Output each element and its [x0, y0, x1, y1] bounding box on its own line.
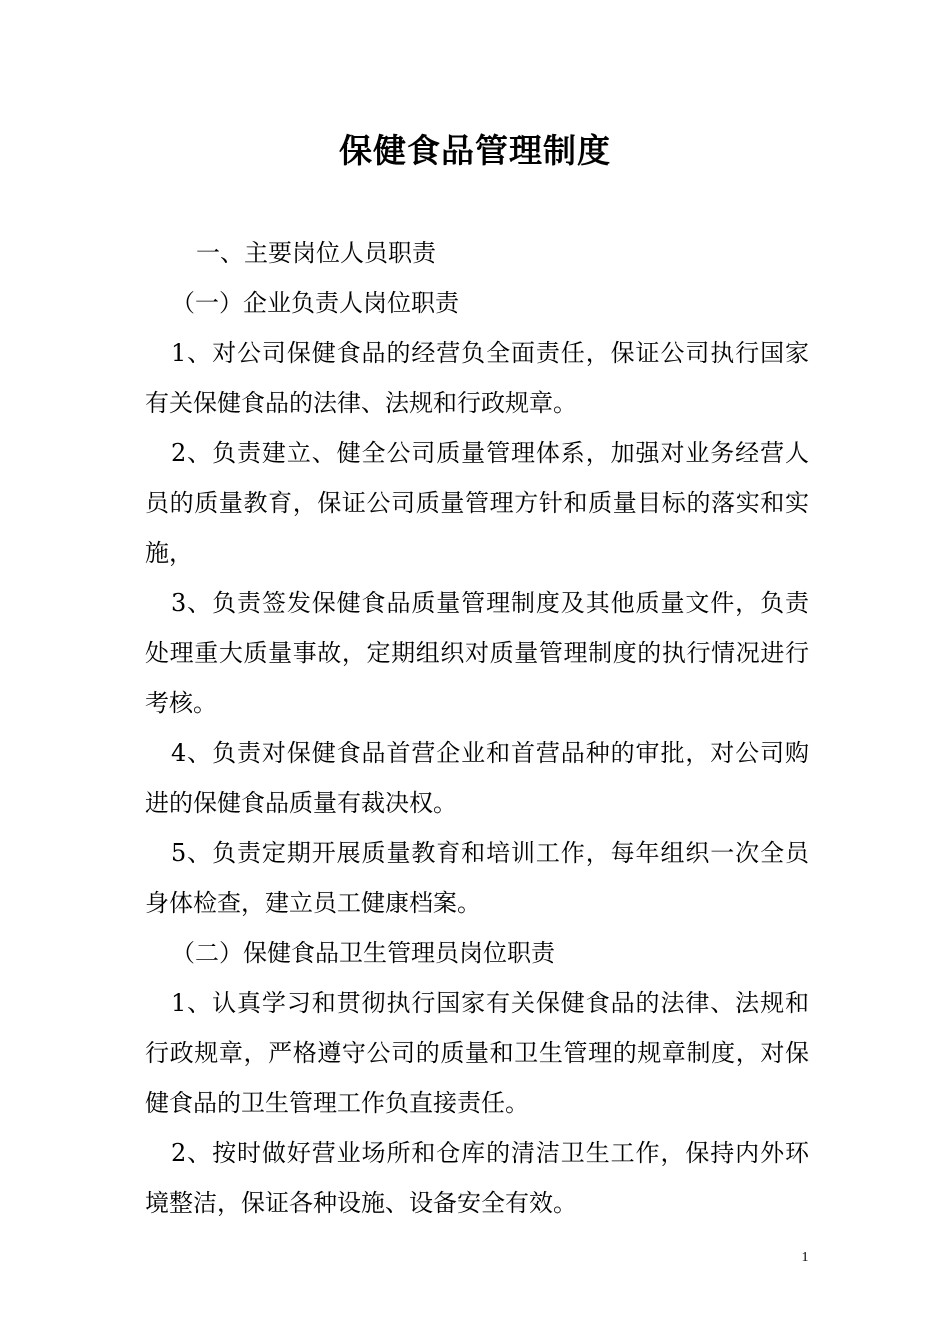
document-title: 保健食品管理制度 — [339, 131, 611, 170]
subsection-heading: （一）企业负责人岗位职责 — [171, 289, 459, 317]
list-item: 2、按时做好营业场所和仓库的清洁卫生工作，保持内外环境整洁，保证各种设施、设备安全有效。 — [145, 1139, 809, 1217]
document-body — [145, 228, 809, 1228]
subsection-heading: （二）保健食品卫生管理员岗位职责 — [171, 939, 555, 967]
list-item: 3、负责签发保健食品质量管理制度及其他质量文件，负责处理重大质量事故，定期组织对质量管理制度的执行情况进行考核。 — [145, 589, 809, 717]
list-item: 4、负责对保健食品首营企业和首营品种的审批，对公司购进的保健食品质量有裁决权。 — [145, 739, 809, 817]
list-item: 1、对公司保健食品的经营负全面责任，保证公司执行国家有关保健食品的法律、法规和行政规章。 — [145, 339, 809, 417]
section-heading: 一、主要岗位人员职责 — [196, 239, 436, 267]
list-item: 5、负责定期开展质量教育和培训工作，每年组织一次全员身体检查，建立员工健康档案。 — [145, 839, 809, 917]
list-item: 1、认真学习和贯彻执行国家有关保健食品的法律、法规和行政规章，严格遵守公司的质量和卫生管理的规章制度，对保健食品的卫生管理工作负直接责任。 — [145, 989, 809, 1117]
list-item: 2、负责建立、健全公司质量管理体系，加强对业务经营人员的质量教育，保证公司质量管理方针和质量目标的落实和实施， — [145, 439, 809, 567]
page-number: 1 — [801, 1250, 809, 1265]
